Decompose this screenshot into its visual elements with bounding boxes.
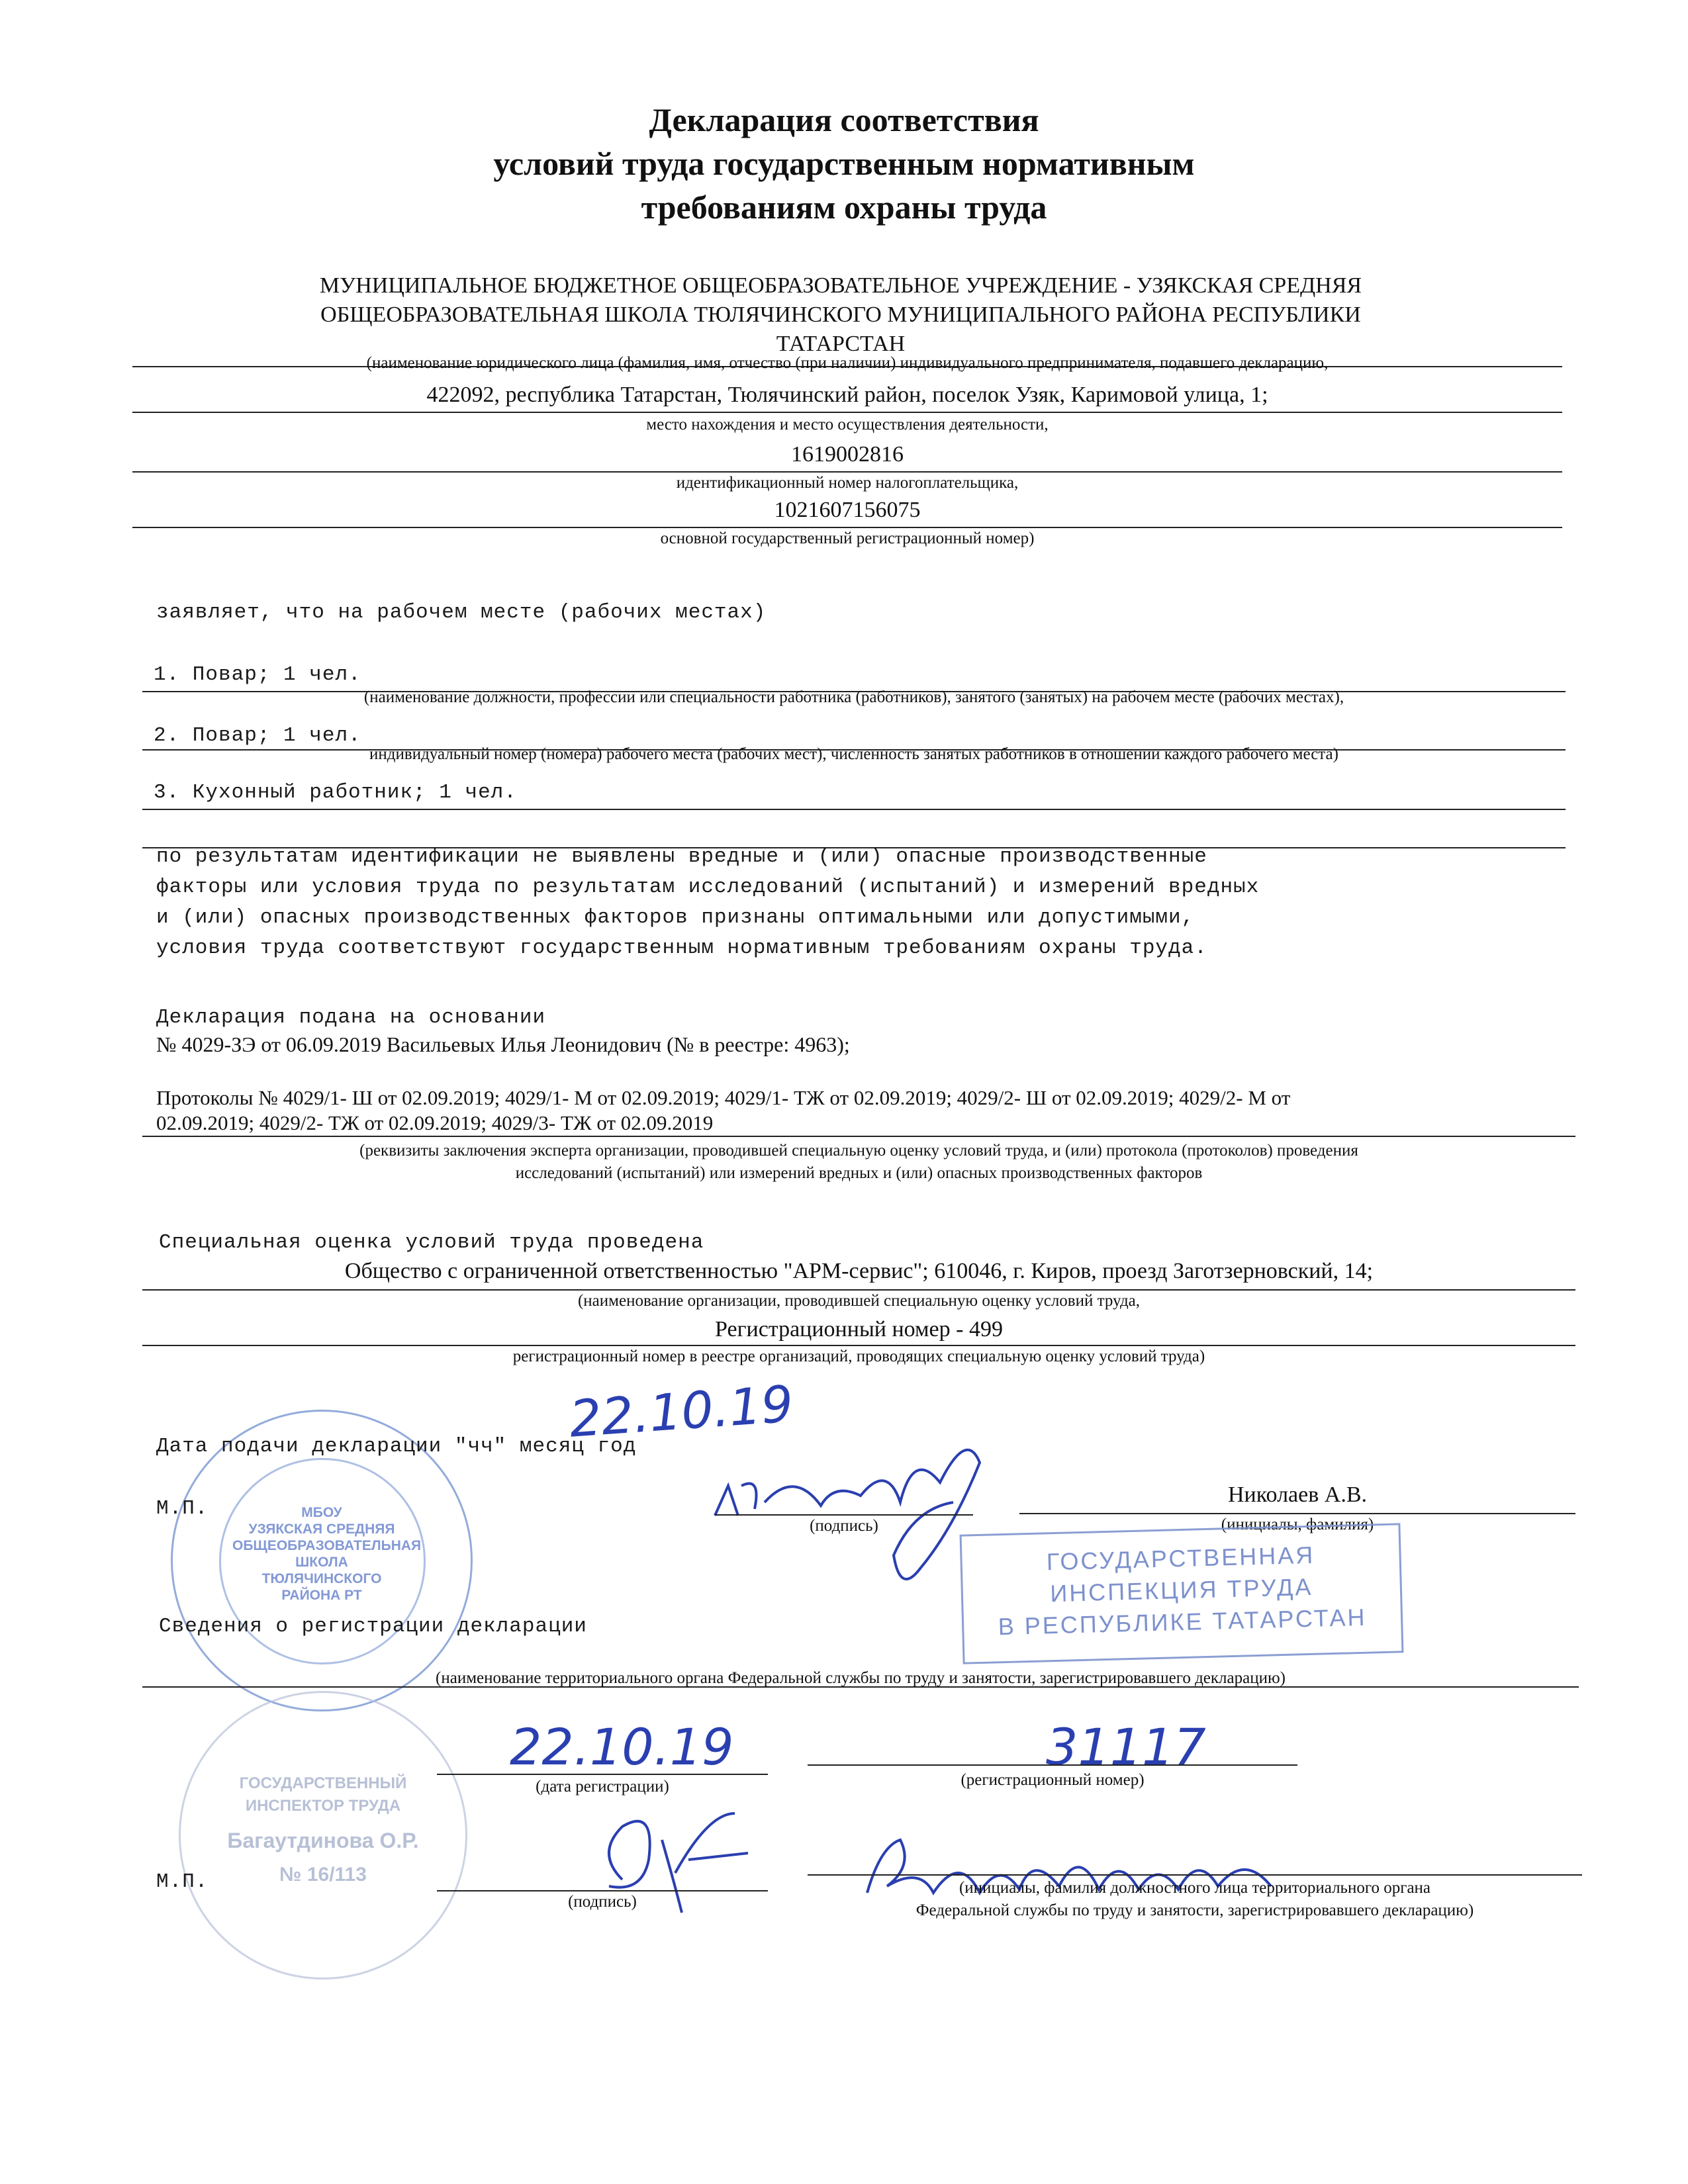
basis-caption-line-2: исследований (испытаний) или измерений вредных и (или) опасных производственных факторов [515,1164,1203,1182]
org-address: 422092, республика Татарстан, Тюлячинский район, поселок Узяк, Каримовой улица, 1; [426,383,1268,407]
declares-text: заявляет, что на рабочем месте (рабочих местах) [156,601,767,624]
workplace-caption-2: индивидуальный номер (номера) рабочего места (рабочих мест), численность занятых работников в отношении каждого рабочего места) [369,745,1338,763]
submission-mp: М.П. [156,1497,209,1520]
registration-signature-underline [437,1890,768,1891]
school-stamp-line-4: ШКОЛА [295,1555,348,1570]
title-line-3: требованиям охраны труда [641,189,1047,226]
address-caption: место нахождения и место осуществления деятельности, [646,416,1049,433]
inspector-stamp-line-3: Багаутдинова О.Р. [227,1829,419,1852]
inspection-stamp [960,1523,1404,1664]
school-stamp-text [232,1504,422,1604]
org-name-line-2: ОБЩЕОБРАЗОВАТЕЛЬНАЯ ШКОЛА ТЮЛЯЧИНСКОГО МУНИЦИПАЛЬНОГО РАЙОНА РЕСПУБЛИКИ [320,302,1361,327]
workplace-caption-1: (наименование должности, профессии или специальности работника (работников), занятого (занятых) на рабочем месте (рабочих местах), [363,688,1344,706]
inspector-stamp [179,1691,467,1979]
inspector-stamp-line-2: ИНСПЕКТОР ТРУДА [245,1797,401,1815]
submission-date-label: Дата подачи декларации "чч" месяц год [156,1435,637,1458]
ogrn-value: 1021607156075 [774,498,921,522]
registration-signature-caption: (подпись) [568,1893,637,1911]
document-title [0,98,1688,229]
protocols-line-2: 02.09.2019; 4029/2- ТЖ от 02.09.2019; 4029/3- ТЖ от 02.09.2019 [156,1111,714,1134]
workplace-item-3: 3. Кухонный работник; 1 чел. [154,781,517,804]
registration-number-underline [808,1764,1297,1766]
assessment-reg-caption: регистрационный номер в реестре организаций, проводящих специальную оценку условий труда) [512,1347,1205,1365]
org-name-line-1: МУНИЦИПАЛЬНОЕ БЮДЖЕТНОЕ ОБЩЕОБРАЗОВАТЕЛЬНОЕ УЧРЕЖДЕНИЕ - УЗЯКСКАЯ СРЕДНЯЯ [319,273,1362,298]
assessment-reg-underline [142,1345,1575,1346]
address-underline [132,412,1562,413]
registration-mp: М.П. [156,1870,209,1893]
inn-underline [132,471,1562,473]
inspector-stamp-text [207,1772,439,1886]
registration-official-underline [808,1874,1582,1876]
inn-caption: идентификационный номер налогоплательщика, [676,474,1019,492]
organization-name [132,271,1549,359]
ogrn-underline [132,527,1562,528]
inspection-stamp-line-2: ИНСПЕКЦИЯ ТРУДА [1049,1572,1313,1608]
assessment-org: Общество с ограниченной ответственностью "АРМ-сервис"; 610046, г. Киров, проезд Заготзерновский, 14; [344,1259,1374,1283]
results-line-3: и (или) опасных производственных факторов признаны оптимальными или допустимыми, [156,906,1195,929]
title-line-2: условий труда государственным нормативным [493,145,1195,182]
assessment-org-caption: (наименование организации, проводившей специальную оценку условий труда, [577,1292,1141,1310]
registration-heading: Сведения о регистрации декларации [159,1615,587,1638]
official-caption-line-1: (инициалы, фамилия должностного лица территориального органа [959,1879,1431,1897]
assessment-heading: Специальная оценка условий труда проведена [159,1231,704,1254]
official-signature [583,1800,781,1933]
protocols-line-1: Протоколы № 4029/1- Ш от 02.09.2019; 4029/1- М от 02.09.2019; 4029/1- ТЖ от 02.09.2019; 4029/2- Ш от 02.09.2019; 4029/2- М от [156,1086,1291,1109]
inspector-stamp-line-4: № 16/113 [279,1864,367,1886]
registration-date-handwritten: 22.10.19 [510,1717,734,1776]
registration-date-underline [437,1774,768,1775]
results-paragraph [156,842,1259,964]
inspector-stamp-line-1: ГОСУДАРСТВЕННЫЙ [239,1774,407,1792]
registration-date-caption: (дата регистрации) [536,1778,669,1796]
school-stamp-line-6: РАЙОНА РТ [281,1588,362,1603]
workplace-item-2: 2. Повар; 1 чел. [154,724,361,747]
basis-caption [142,1140,1575,1185]
results-line-4: условия труда соответствуют государственным нормативным требованиям охраны труда. [156,936,1207,960]
school-stamp-line-3: ОБЩЕОБРАЗОВАТЕЛЬНАЯ [232,1538,422,1553]
registration-number-handwritten: 31117 [1046,1717,1206,1776]
official-caption-line-2: Федеральной службы по труду и занятости, зарегистрировавшего декларацию) [915,1901,1474,1919]
registration-number-caption: (регистрационный номер) [961,1771,1145,1789]
registration-authority-caption: (наименование территориального органа Федеральной службы по труду и занятости, зарегистрировавшего декларацию) [436,1669,1286,1687]
registration-official-caption [808,1877,1582,1922]
results-line-1: по результатам идентификации не выявлены вредные и (или) опасные производственные [156,845,1207,868]
basis-conclusion: № 4029-ЗЭ от 06.09.2019 Васильевых Илья Леонидович (№ в реестре: 4963); [156,1032,850,1056]
inspection-stamp-line-1: ГОСУДАРСТВЕННАЯ [1046,1541,1315,1576]
school-stamp-line-1: МБОУ [301,1505,342,1520]
title-line-1: Декларация соответствия [649,101,1039,138]
submission-signer-underline [1019,1513,1575,1514]
assessment-org-underline [142,1289,1575,1291]
basis-underline [142,1136,1575,1137]
inspection-stamp-text [962,1537,1401,1643]
assessment-reg-number: Регистрационный номер - 499 [715,1317,1003,1342]
submission-date-handwritten: 22.10.19 [567,1374,796,1449]
org-name-caption: (наименование юридического лица (фамилия, имя, отчество (при наличии) индивидуального предпринимателя, подавшего декларацию, [366,354,1329,372]
school-stamp-line-2: УЗЯКСКАЯ СРЕДНЯЯ [248,1522,395,1537]
submission-signer-name: Николаев А.В. [1227,1482,1368,1507]
basis-protocols [156,1085,1290,1136]
inn-value: 1619002816 [791,442,904,467]
basis-caption-line-1: (реквизиты заключения эксперта организации, проводившей специальную оценку условий труда, и (или) протокола (протоколов) проведения [359,1142,1358,1160]
submission-signature-caption: (подпись) [810,1517,878,1535]
basis-heading: Декларация подана на основании [156,1006,546,1029]
workplace-item-1: 1. Повар; 1 чел. [154,663,361,686]
submission-signature-line [715,1514,973,1516]
inspection-stamp-line-3: В РЕСПУБЛИКЕ ТАТАРСТАН [998,1603,1368,1641]
school-stamp-line-5: ТЮЛЯЧИНСКОГО [261,1571,382,1586]
submission-signer-caption: (инициалы, фамилия) [1221,1516,1374,1533]
results-line-2: факторы или условия труда по результатам исследований (испытаний) и измерений вредных [156,876,1260,899]
org-name-line-3: ТАТАРСТАН [776,332,906,356]
ogrn-caption: основной государственный регистрационный номер) [660,529,1035,547]
workplace-3-underline [142,809,1566,810]
